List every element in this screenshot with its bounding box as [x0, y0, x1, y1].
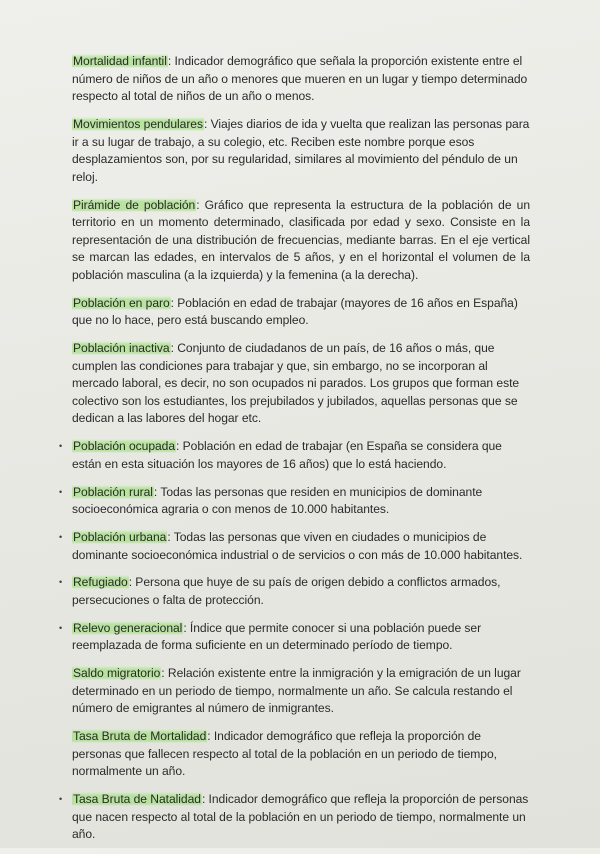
- bullet: •: [59, 531, 63, 542]
- bullet: •: [59, 794, 63, 805]
- glossary-entry-poblacion-urbana: [59, 529, 530, 564]
- glossary-entry-mortalidad-infantil: [72, 53, 530, 106]
- glossary-entry-tasa-bruta-de-mortalidad: [72, 728, 530, 781]
- bullet: •: [59, 622, 63, 633]
- term-piramide-de-poblacion: Pirámide de población: [73, 197, 196, 212]
- definition-tasa-bruta-de-mortalidad: : Indicador demográfico que refleja la proporción de personas que fallecen respecto al total de la población en un periodo de tiempo, normalmente un año.: [72, 729, 497, 779]
- glossary-list: [59, 53, 531, 854]
- term-poblacion-en-paro: Población en paro: [73, 295, 170, 310]
- glossary-entry-poblacion-rural: [59, 484, 530, 519]
- definition-piramide-de-poblacion: : Gráfico que representa la estructura de la población de un territorio en un momento determinado, clasificada por edad y sexo. Consiste en la representación de una distribución de frecuencias, mediante barras. En el eje vertical se marcan las edades, en intervalos de 5 años, y en el horizontal el volumen de la población masculina (a la izquierda) y la femenina (a la derecha).: [72, 197, 531, 282]
- term-tasa-bruta-de-natalidad: Tasa Bruta de Natalidad: [73, 792, 201, 807]
- definition-poblacion-en-paro: : Población en edad de trabajar (mayores de 16 años en España) que no lo hace, pero está buscando empleo.: [72, 295, 518, 328]
- glossary-entry-poblacion-inactiva: [72, 340, 530, 428]
- term-mortalidad-infantil: Mortalidad infantil: [73, 54, 167, 68]
- term-poblacion-urbana: Población urbana: [73, 529, 167, 544]
- definition-movimientos-pendulares: : Viajes diarios de ida y vuelta que realizan las personas para ir a su lugar de trabajo, a su colegio, etc. Reciben este nombre porque esos desplazamientos son, por su regularidad, similares al movimiento del péndulo de un reloj.: [72, 116, 530, 184]
- term-saldo-migratorio: Saldo migratorio: [73, 666, 161, 681]
- bullet: •: [59, 441, 63, 452]
- glossary-entry-relevo-generacional: [59, 620, 530, 655]
- definition-relevo-generacional: : Índice que permite conocer si una población puede ser reemplazada de forma suficiente en un determinado período de tiempo.: [72, 620, 482, 653]
- glossary-entry-refugiado: [59, 574, 530, 609]
- definition-saldo-migratorio: : Relación existente entre la inmigración y la emigración de un lugar determinado en un periodo de tiempo, normalmente un año. Se calcula restando el número de emigrantes al número de inmigrantes.: [72, 666, 521, 716]
- term-poblacion-ocupada: Población ocupada: [73, 439, 176, 454]
- glossary-entry-piramide-de-poblacion: [72, 197, 530, 285]
- definition-poblacion-urbana: : Todas las personas que viven en ciudades o municipios de dominante socioeconómica industrial o de servicios o con más de 10.000 habitantes.: [72, 529, 523, 562]
- term-relevo-generacional: Relevo generacional: [73, 620, 183, 635]
- term-poblacion-inactiva: Población inactiva: [73, 341, 170, 356]
- term-tasa-bruta-de-mortalidad: Tasa Bruta de Mortalidad: [73, 729, 207, 744]
- glossary-entry-poblacion-ocupada: [59, 438, 530, 473]
- definition-poblacion-ocupada: : Población en edad de trabajar (en España se considera que están en esta situación los mayores de 16 años) que lo está haciendo.: [72, 439, 502, 471]
- term-refugiado: Refugiado: [73, 575, 128, 590]
- definition-mortalidad-infantil: : Indicador demográfico que señala la proporción existente entre el número de niños de un año o menores que mueren en un lugar y tiempo determinado respecto al total de niños de un año o menos.: [72, 54, 528, 104]
- bullet: •: [59, 486, 63, 497]
- definition-poblacion-inactiva: : Conjunto de ciudadanos de un país, de 16 años o más, que cumplen las condiciones para trabajar y que, sin embargo, no se incorporan al mercado laboral, es decir, no son ocupados ni parados. Los grupos que forman este colectivo son los estudiantes, los prejubilados y jubilados, aquellas personas que se dedican a las labores del hogar etc.: [72, 341, 520, 426]
- glossary-entry-tasa-bruta-de-natalidad: [59, 791, 530, 844]
- definition-refugiado: : Persona que huye de su país de origen debido a conflictos armados, persecuciones o falta de protección.: [72, 575, 501, 607]
- glossary-entry-saldo-migratorio: [72, 665, 530, 718]
- definition-tasa-bruta-de-natalidad: : Indicador demográfico que refleja la proporción de personas que nacen respecto al total de la población en un periodo de tiempo, normalmente un año.: [72, 792, 529, 842]
- glossary-entry-poblacion-en-paro: [72, 295, 530, 330]
- glossary-entry-movimientos-pendulares: [72, 116, 530, 186]
- term-poblacion-rural: Población rural: [73, 484, 153, 499]
- bullet: •: [59, 577, 63, 588]
- definition-poblacion-rural: : Todas las personas que residen en municipios de dominante socioeconómica agraria o con menos de 10.000 habitantes.: [72, 484, 483, 517]
- term-movimientos-pendulares: Movimientos pendulares: [73, 116, 203, 131]
